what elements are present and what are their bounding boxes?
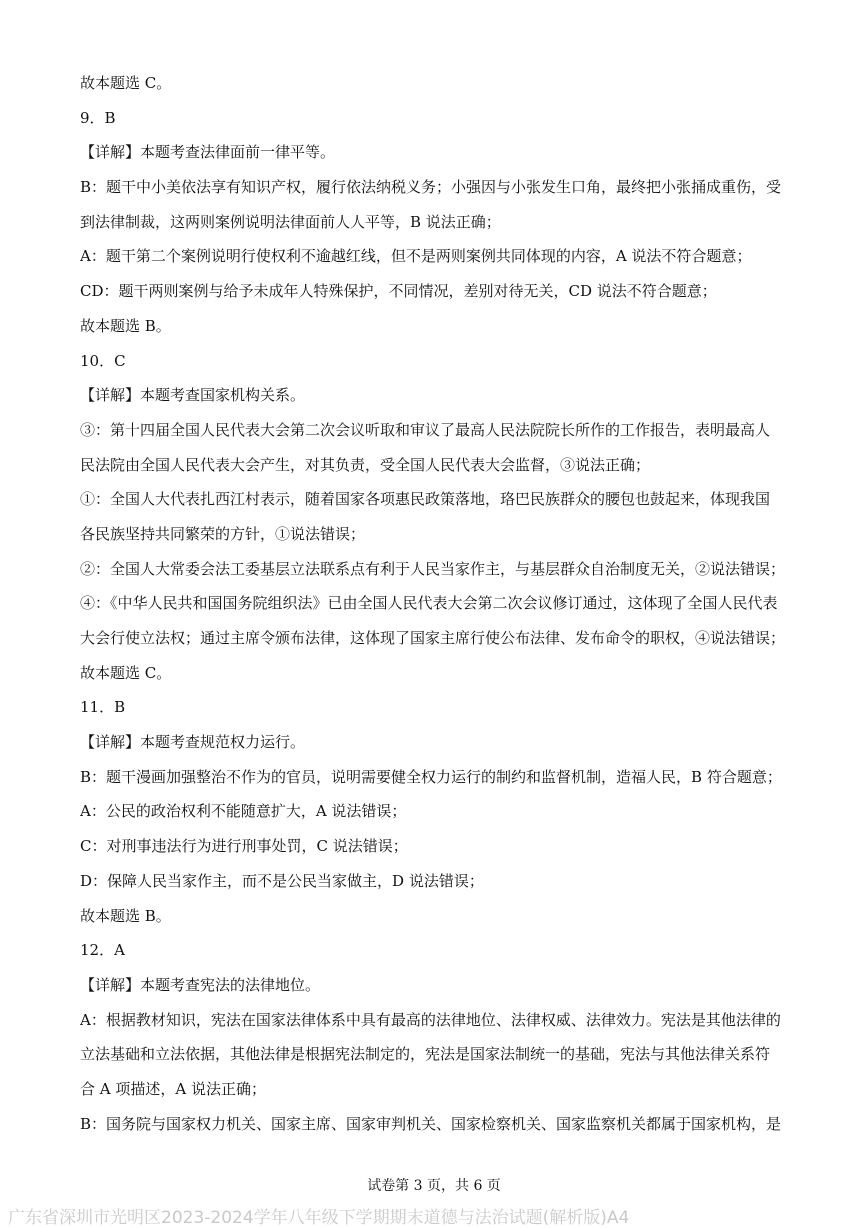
text-line: 到法律制裁，这两则案例说明法律面前人人平等，B 说法正确； — [80, 212, 501, 231]
text-line: CD：题干两则案例与给予未成年人特殊保护，不同情况，差别对待无关，CD 说法不符合题意； — [80, 282, 717, 301]
text-line: A：公民的政治权利不能随意扩大，A 说法错误； — [80, 802, 407, 821]
watermark: 广东省深圳市光明区2023-2024学年八年级下学期期末道德与法治试题(解析版)A4 — [8, 1208, 630, 1228]
text-line: 故本题选 B。 — [80, 316, 171, 335]
text-line: 各民族坚持共同繁荣的方针，①说法错误； — [80, 524, 366, 543]
text-line: 【详解】本题考查宪法的法律地位。 — [80, 975, 321, 994]
text-line: 故本题选 B。 — [80, 906, 171, 925]
text-line: ②：全国人大常委会法工委基层立法联系点有利于人民当家作主，与基层群众自治制度无关，②说法错误； — [80, 559, 786, 578]
document-body — [80, 66, 792, 1141]
text-line: A：题干第二个案例说明行使权利不逾越红线，但不是两则案例共同体现的内容，A 说法不符合题意； — [80, 247, 752, 266]
page-footer: 试卷第 3 页，共 6 页 — [367, 1178, 501, 1194]
text-line: 合 A 项描述，A 说法正确； — [80, 1079, 266, 1098]
text-line: ①：全国人大代表扎西江村表示，随着国家各项惠民政策落地，珞巴民族群众的腰包也鼓起来，体现我国 — [80, 490, 771, 509]
text-line: 11．B — [80, 698, 126, 717]
text-line: B：题干中小美依法享有知识产权，履行依法纳税义务；小强因与小张发生口角，最终把小张捅成重伤，受 — [80, 178, 782, 197]
text-line: ④：《中华人民共和国国务院组织法》已由全国人民代表大会第二次会议修订通过，这体现了全国人民代表 — [80, 594, 778, 613]
text-line: 12．A — [80, 941, 125, 960]
text-line: 9．B — [80, 108, 116, 127]
text-line: 故本题选 C。 — [80, 74, 172, 92]
text-line: D：保障人民当家作主，而不是公民当家做主，D 说法错误； — [80, 871, 484, 890]
text-line: A：根据教材知识，宪法在国家法律体系中具有最高的法律地位、法律权威、法律效力。宪法是其他法律的 — [80, 1010, 781, 1029]
text-line: B：题干漫画加强整治不作为的官员，说明需要健全权力运行的制约和监督机制，造福人民，B 符合题意； — [80, 767, 782, 786]
text-line: 故本题选 C。 — [80, 663, 172, 682]
text-line: 【详解】本题考查规范权力运行。 — [80, 733, 306, 752]
text-line: B：国务院与国家权力机关、国家主席、国家审判机关、国家检察机关、国家监察机关都属于国家机构，是 — [80, 1114, 782, 1133]
text-line: ③：第十四届全国人民代表大会第二次会议听取和审议了最高人民法院院长所作的工作报告，表明最高人 — [80, 420, 771, 439]
text-line: 大会行使立法权；通过主席令颁布法律，这体现了国家主席行使公布法律、发布命令的职权，④说法错误； — [80, 629, 786, 647]
text-line: 【详解】本题考查国家机构关系。 — [80, 386, 306, 405]
text-line: 民法院由全国人民代表大会产生，对其负责，受全国人民代表大会监督，③说法正确； — [80, 455, 651, 474]
text-line: C：对刑事违法行为进行刑事处罚，C 说法错误； — [80, 837, 408, 856]
text-line: 10．C — [80, 351, 126, 370]
text-line: 立法基础和立法依据，其他法律是根据宪法制定的，宪法是国家法制统一的基础，宪法与其他法律关系符 — [80, 1045, 771, 1064]
text-line: 【详解】本题考查法律面前一律平等。 — [80, 143, 336, 162]
